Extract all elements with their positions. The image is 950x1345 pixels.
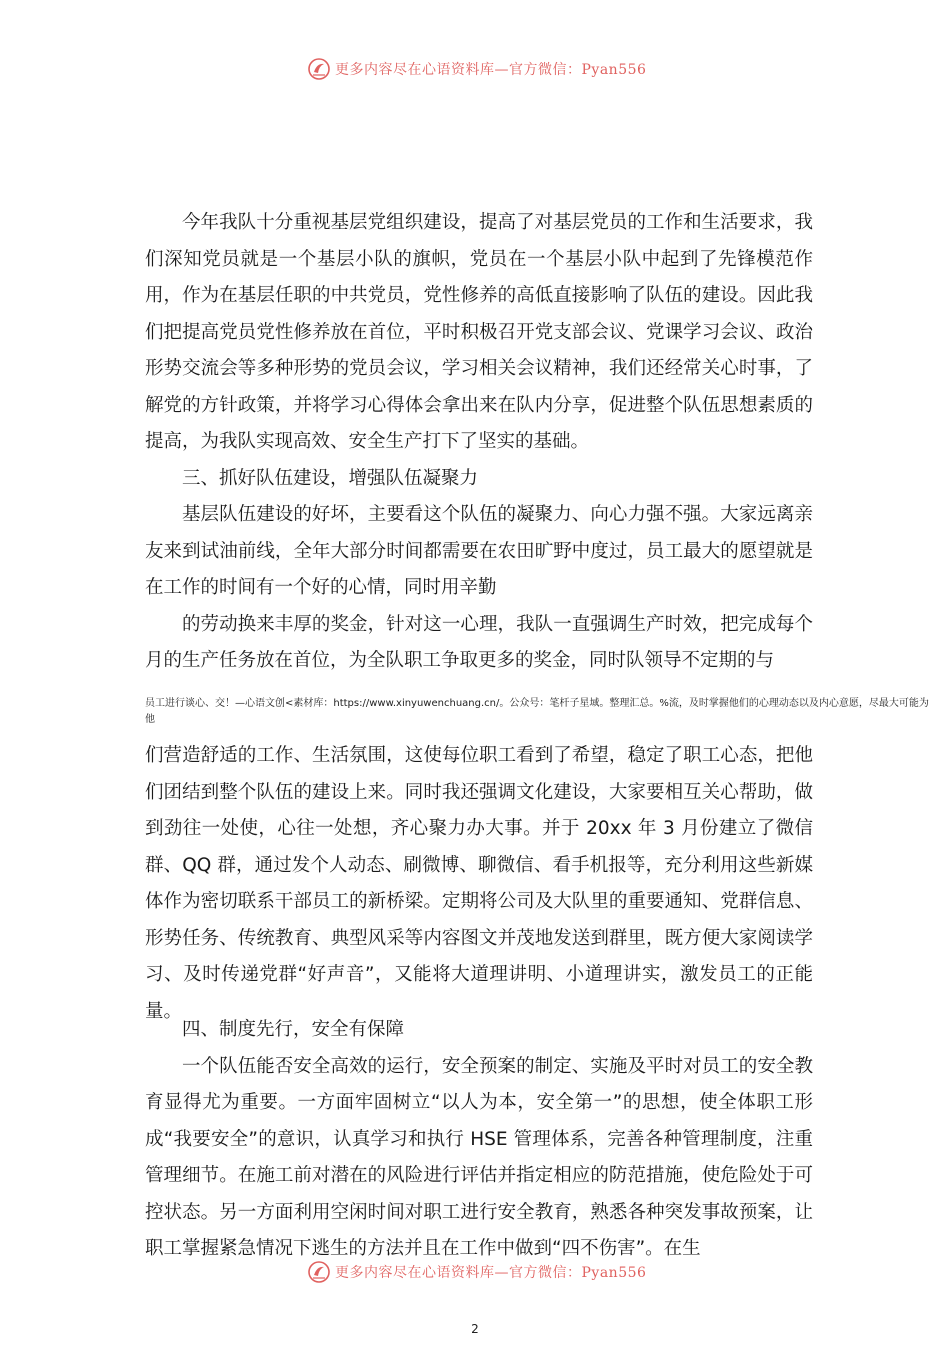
watermark-text: 更多内容尽在心语资料库—官方微信：Pyan556 bbox=[335, 62, 647, 78]
body-text-upper bbox=[145, 205, 813, 680]
paragraph: 们营造舒适的工作、生活氛围，这使每位职工看到了希望，稳定了职工心态，把他们团结到整个队伍的建设上来。同时我还强调文化建设，大家要相互关心帮助，做到劲往一处使，心往一处想，齐心聚力办大事。并于 20xx 年 3 月份建立了微信群、QQ 群，通过发个人动态、刷微博、聊微信、看手机报等，充分利用这些新媒体作为密切联系干部员工的新桥梁。定期将公司及大队里的重要通知、党群信息、形势任务、传统教育、典型风采等内容图文并茂地发送到群里，既方便大家阅读学习、及时传递党群“好声音”，又能将大道理讲明、小道理讲实，激发员工的正能量。 bbox=[145, 745, 813, 1022]
watermark-header bbox=[307, 56, 646, 82]
section-heading: 四、制度先行，安全有保障 bbox=[182, 1019, 405, 1040]
watermark-footer bbox=[307, 1259, 646, 1285]
watermark-text: 更多内容尽在心语资料库—官方微信：Pyan556 bbox=[335, 1265, 647, 1281]
page-number: 2 bbox=[471, 1322, 479, 1336]
paragraph: 基层队伍建设的好坏，主要看这个队伍的凝聚力、向心力强不强。大家远离亲友来到试油前线，全年大部分时间都需要在农田旷野中度过，员工最大的愿望就是在工作的时间有一个好的心情，同时用辛勤 bbox=[145, 504, 813, 598]
inserted-note: 员工进行谈心、交！—心语文创<素材库：https://www.xinyuwenchuang.cn/。公众号：笔杆子星域。整理汇总。%流，及时掌握他们的心理动态以及内心意愿，尽最大可能为他 bbox=[145, 698, 929, 725]
paragraph: 的劳动换来丰厚的奖金，针对这一心理，我队一直强调生产时效，把完成每个月的生产任务放在首位，为全队职工争取更多的奖金，同时队领导不定期的与 bbox=[145, 613, 813, 671]
body-text-lower bbox=[145, 738, 813, 1268]
section-heading: 三、抓好队伍建设，增强队伍凝聚力 bbox=[182, 467, 479, 489]
paragraph: 今年我队十分重视基层党组织建设，提高了对基层党员的工作和生活要求，我们深知党员就是一个基层小队的旗帜，党员在一个基层小队中起到了先锋模范作用，作为在基层任职的中共党员，党性修养的高低直接影响了队伍的建设。因此我们把提高党员党性修养放在首位，平时积极召开党支部会议、党课学习会议、政治形势交流会等多种形势的党员会议，学习相关会议精神，我们还经常关心时事，了解党的方针政策，并将学习心得体会拿出来在队内分享，促进整个队伍思想素质的提高，为我队实现高效、安全生产打下了坚实的基础。 bbox=[145, 212, 813, 452]
brand-logo-icon bbox=[307, 1260, 331, 1284]
paragraph: 一个队伍能否安全高效的运行，安全预案的制定、实施及平时对员工的安全教育显得尤为重要。一方面牢固树立“以人为本，安全第一”的思想，使全体职工形成“我要安全”的意识，认真学习和执行 HSE 管理体系，完善各种管理制度，注重管理细节。在施工前对潜在的风险进行评估并指定相应的防范措施，使危险处于可控状态。另一方面利用空闲时间对职工进行安全教育，熟悉各种突发事故预案，让职工掌握紧急情况下逃生的方法并且在工作中做到“四不伤害”。在生 bbox=[145, 1055, 813, 1259]
brand-logo-icon bbox=[307, 57, 331, 81]
